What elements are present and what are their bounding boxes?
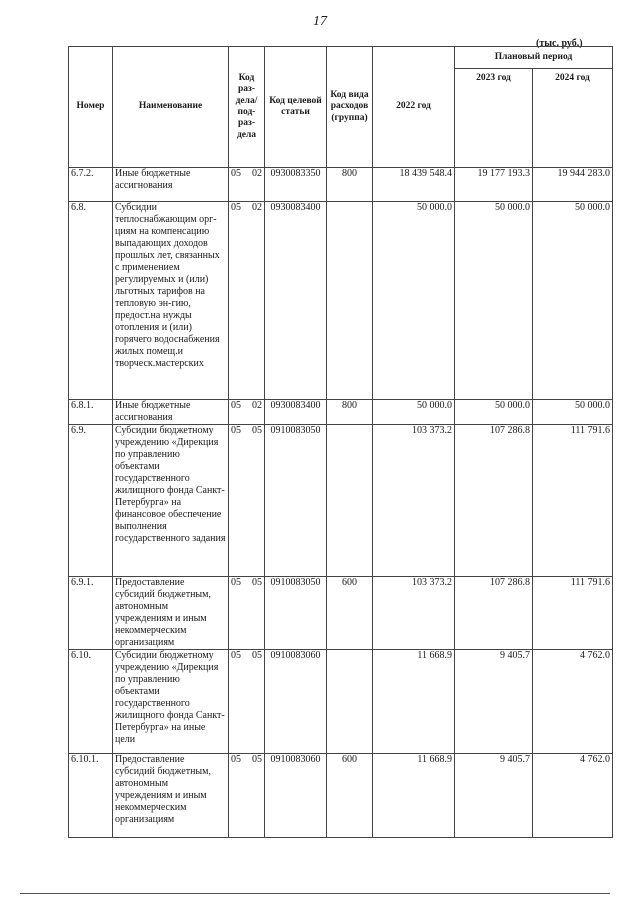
row-section-code: 05 02	[229, 400, 265, 425]
row-section-code: 05 05	[229, 577, 265, 650]
row-section-code: 05 02	[229, 202, 265, 400]
row-amount-2023: 9 405.7	[455, 650, 533, 754]
row-number: 6.7.2.	[69, 168, 113, 202]
table-row	[69, 754, 613, 838]
row-section-code: 05 05	[229, 754, 265, 838]
row-target-code: 0930083350	[265, 168, 327, 202]
header-section: Код раз-дела/ под-раз-дела	[229, 47, 265, 168]
bottom-rule	[20, 893, 610, 894]
row-amount-2022: 50 000.0	[373, 400, 455, 425]
row-amount-2024: 50 000.0	[533, 202, 613, 400]
header-name: Наименование	[113, 47, 229, 168]
header-2023: 2023 год	[455, 69, 533, 168]
row-number: 6.8.1.	[69, 400, 113, 425]
row-number: 6.10.1.	[69, 754, 113, 838]
header-2024: 2024 год	[533, 69, 613, 168]
page-number: 17	[313, 14, 327, 29]
units-label: (тыс. руб.)	[536, 38, 583, 49]
row-amount-2024: 111 791.6	[533, 425, 613, 577]
row-name: Иные бюджетные ассигнования	[113, 168, 229, 202]
row-amount-2023: 50 000.0	[455, 202, 533, 400]
row-section-code: 05 02	[229, 168, 265, 202]
table-row	[69, 650, 613, 754]
row-expense-code	[327, 650, 373, 754]
row-expense-code	[327, 202, 373, 400]
table-row	[69, 202, 613, 400]
table-row	[69, 425, 613, 577]
row-section-code: 05 05	[229, 650, 265, 754]
header-plan-period: Плановый период	[455, 47, 613, 69]
row-expense-code: 800	[327, 400, 373, 425]
row-amount-2022: 50 000.0	[373, 202, 455, 400]
row-amount-2024: 50 000.0	[533, 400, 613, 425]
row-name: Субсидии теплоснабжающим орг-циям на компенсацию выпадающих доходов прошлых лет, связанных с применением регулируемых и (или) льготных тарифов на тепловую эн-гию, предост.на нужды отопления и (или) горячего водоснабжения жилых помещ.и творческ.мастерских	[113, 202, 229, 400]
row-amount-2023: 107 286.8	[455, 577, 533, 650]
row-expense-code	[327, 425, 373, 577]
row-amount-2022: 103 373.2	[373, 425, 455, 577]
row-name: Субсидии бюджетному учреждению «Дирекция по управлению объектами государственного жилищного фонда Санкт-Петербурга» на финансовое обеспечение выполнения государственного задания	[113, 425, 229, 577]
row-amount-2022: 103 373.2	[373, 577, 455, 650]
row-expense-code: 600	[327, 754, 373, 838]
row-target-code: 0910083050	[265, 577, 327, 650]
row-name: Субсидии бюджетному учреждению «Дирекция по управлению объектами государственного жилищного фонда Санкт-Петербурга» на иные цели	[113, 650, 229, 754]
row-target-code: 0910083060	[265, 754, 327, 838]
row-target-code: 0930083400	[265, 202, 327, 400]
row-name: Предоставление субсидий бюджетным, автономным учреждениям и иным некоммерческим организациям	[113, 754, 229, 838]
row-name: Предоставление субсидий бюджетным, автономным учреждениям и иным некоммерческим организациям	[113, 577, 229, 650]
row-expense-code: 800	[327, 168, 373, 202]
row-amount-2022: 11 668.9	[373, 650, 455, 754]
row-number: 6.9.1.	[69, 577, 113, 650]
row-number: 6.9.	[69, 425, 113, 577]
row-amount-2024: 19 944 283.0	[533, 168, 613, 202]
budget-table	[68, 46, 613, 838]
header-expense: Код вида расходов (группа)	[327, 47, 373, 168]
row-amount-2023: 9 405.7	[455, 754, 533, 838]
row-amount-2024: 4 762.0	[533, 650, 613, 754]
header-target: Код целевой статьи	[265, 47, 327, 168]
row-amount-2024: 111 791.6	[533, 577, 613, 650]
row-target-code: 0910083050	[265, 425, 327, 577]
row-amount-2023: 19 177 193.3	[455, 168, 533, 202]
row-number: 6.10.	[69, 650, 113, 754]
row-section-code: 05 05	[229, 425, 265, 577]
row-amount-2022: 11 668.9	[373, 754, 455, 838]
row-expense-code: 600	[327, 577, 373, 650]
table-row	[69, 168, 613, 202]
row-amount-2022: 18 439 548.4	[373, 168, 455, 202]
table-row	[69, 577, 613, 650]
row-amount-2023: 50 000.0	[455, 400, 533, 425]
row-target-code: 0910083060	[265, 650, 327, 754]
header-2022: 2022 год	[373, 47, 455, 168]
row-target-code: 0930083400	[265, 400, 327, 425]
row-amount-2023: 107 286.8	[455, 425, 533, 577]
row-name: Иные бюджетные ассигнования	[113, 400, 229, 425]
row-amount-2024: 4 762.0	[533, 754, 613, 838]
header-number: Номер	[69, 47, 113, 168]
row-number: 6.8.	[69, 202, 113, 400]
table-row	[69, 400, 613, 425]
